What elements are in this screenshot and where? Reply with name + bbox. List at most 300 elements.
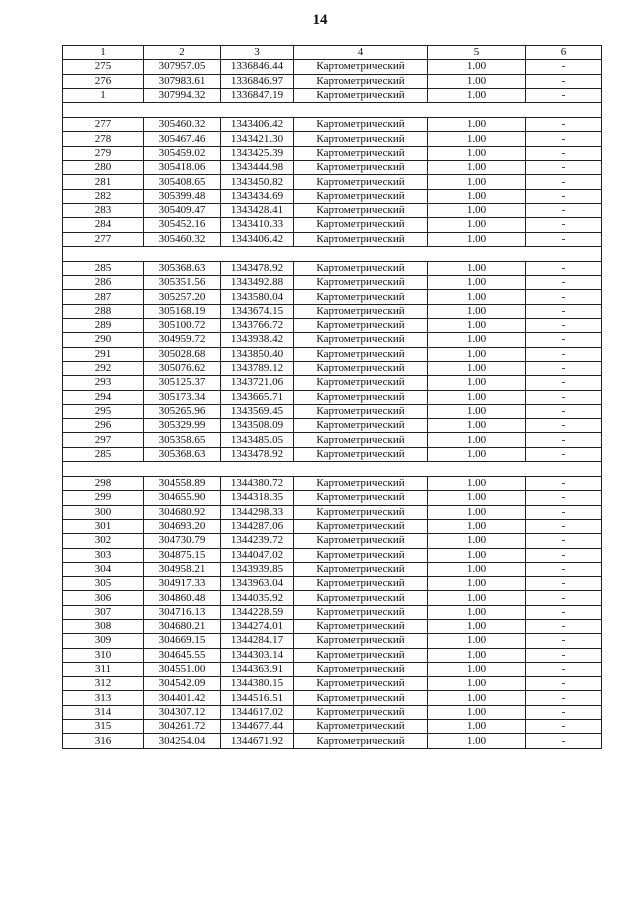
- point-number-cell: 303: [63, 548, 144, 562]
- point-number-cell: 285: [63, 261, 144, 275]
- accuracy-cell: 1.00: [428, 720, 526, 734]
- table-row: [63, 734, 602, 748]
- table-row: [63, 605, 602, 619]
- table-row: [63, 634, 602, 648]
- note-cell: -: [526, 161, 602, 175]
- method-cell: Картометрический: [294, 477, 428, 491]
- accuracy-cell: 1.00: [428, 361, 526, 375]
- note-cell: -: [526, 60, 602, 74]
- y-coordinate-cell: 1343478.92: [221, 261, 294, 275]
- point-number-cell: 276: [63, 74, 144, 88]
- x-coordinate-cell: 305467.46: [144, 132, 221, 146]
- table-row: [63, 218, 602, 232]
- accuracy-cell: 1.00: [428, 319, 526, 333]
- method-cell: Картометрический: [294, 88, 428, 102]
- x-coordinate-cell: 305329.99: [144, 419, 221, 433]
- point-number-cell: 315: [63, 720, 144, 734]
- table-row: [63, 60, 602, 74]
- method-cell: Картометрический: [294, 376, 428, 390]
- method-cell: Картометрический: [294, 218, 428, 232]
- note-cell: -: [526, 691, 602, 705]
- method-cell: Картометрический: [294, 605, 428, 619]
- table-row: [63, 548, 602, 562]
- header-cell-col5: 5: [428, 46, 526, 60]
- note-cell: -: [526, 118, 602, 132]
- accuracy-cell: 1.00: [428, 88, 526, 102]
- method-cell: Картометрический: [294, 161, 428, 175]
- x-coordinate-cell: 305418.06: [144, 161, 221, 175]
- note-cell: -: [526, 662, 602, 676]
- accuracy-cell: 1.00: [428, 376, 526, 390]
- method-cell: Картометрический: [294, 662, 428, 676]
- table-body: [63, 60, 602, 748]
- point-number-cell: 291: [63, 347, 144, 361]
- note-cell: -: [526, 619, 602, 633]
- point-number-cell: 277: [63, 232, 144, 246]
- note-cell: -: [526, 477, 602, 491]
- note-cell: -: [526, 591, 602, 605]
- table-row: [63, 691, 602, 705]
- table-spacer-row: [63, 246, 602, 261]
- y-coordinate-cell: 1343721.06: [221, 376, 294, 390]
- x-coordinate-cell: 304669.15: [144, 634, 221, 648]
- y-coordinate-cell: 1343580.04: [221, 290, 294, 304]
- note-cell: -: [526, 276, 602, 290]
- spacer-cell: [63, 462, 602, 477]
- table-header: [63, 46, 602, 60]
- point-number-cell: 307: [63, 605, 144, 619]
- y-coordinate-cell: 1343450.82: [221, 175, 294, 189]
- x-coordinate-cell: 304958.21: [144, 562, 221, 576]
- note-cell: -: [526, 491, 602, 505]
- accuracy-cell: 1.00: [428, 477, 526, 491]
- table-row: [63, 505, 602, 519]
- note-cell: -: [526, 548, 602, 562]
- method-cell: Картометрический: [294, 118, 428, 132]
- table-spacer-row: [63, 462, 602, 477]
- method-cell: Картометрический: [294, 390, 428, 404]
- accuracy-cell: 1.00: [428, 662, 526, 676]
- x-coordinate-cell: 304558.89: [144, 477, 221, 491]
- note-cell: -: [526, 447, 602, 461]
- page-number: 14: [312, 12, 328, 28]
- method-cell: Картометрический: [294, 691, 428, 705]
- method-cell: Картометрический: [294, 720, 428, 734]
- point-number-cell: 298: [63, 477, 144, 491]
- accuracy-cell: 1.00: [428, 505, 526, 519]
- table-row: [63, 74, 602, 88]
- y-coordinate-cell: 1343428.41: [221, 203, 294, 217]
- table-row: [63, 88, 602, 102]
- x-coordinate-cell: 305257.20: [144, 290, 221, 304]
- x-coordinate-cell: 304716.13: [144, 605, 221, 619]
- method-cell: Картометрический: [294, 146, 428, 160]
- accuracy-cell: 1.00: [428, 677, 526, 691]
- note-cell: -: [526, 74, 602, 88]
- y-coordinate-cell: 1344617.02: [221, 705, 294, 719]
- x-coordinate-cell: 305125.37: [144, 376, 221, 390]
- accuracy-cell: 1.00: [428, 276, 526, 290]
- note-cell: -: [526, 304, 602, 318]
- coordinates-table: [62, 45, 602, 749]
- header-cell-col3: 3: [221, 46, 294, 60]
- table-row: [63, 261, 602, 275]
- method-cell: Картометрический: [294, 619, 428, 633]
- point-number-cell: 306: [63, 591, 144, 605]
- note-cell: -: [526, 319, 602, 333]
- accuracy-cell: 1.00: [428, 562, 526, 576]
- accuracy-cell: 1.00: [428, 189, 526, 203]
- x-coordinate-cell: 305368.63: [144, 261, 221, 275]
- point-number-cell: 301: [63, 519, 144, 533]
- note-cell: -: [526, 519, 602, 533]
- x-coordinate-cell: 305460.32: [144, 118, 221, 132]
- note-cell: -: [526, 347, 602, 361]
- table-row: [63, 146, 602, 160]
- y-coordinate-cell: 1343766.72: [221, 319, 294, 333]
- note-cell: -: [526, 734, 602, 748]
- accuracy-cell: 1.00: [428, 433, 526, 447]
- point-number-cell: 314: [63, 705, 144, 719]
- method-cell: Картометрический: [294, 491, 428, 505]
- point-number-cell: 282: [63, 189, 144, 203]
- method-cell: Картометрический: [294, 189, 428, 203]
- y-coordinate-cell: 1344287.06: [221, 519, 294, 533]
- table-row: [63, 534, 602, 548]
- accuracy-cell: 1.00: [428, 548, 526, 562]
- method-cell: Картометрический: [294, 562, 428, 576]
- table-row: [63, 232, 602, 246]
- accuracy-cell: 1.00: [428, 60, 526, 74]
- spacer-cell: [63, 103, 602, 118]
- point-number-cell: 297: [63, 433, 144, 447]
- table-row: [63, 132, 602, 146]
- y-coordinate-cell: 1343421.30: [221, 132, 294, 146]
- x-coordinate-cell: 304542.09: [144, 677, 221, 691]
- accuracy-cell: 1.00: [428, 161, 526, 175]
- method-cell: Картометрический: [294, 203, 428, 217]
- point-number-cell: 311: [63, 662, 144, 676]
- point-number-cell: 281: [63, 175, 144, 189]
- method-cell: Картометрический: [294, 333, 428, 347]
- y-coordinate-cell: 1343410.33: [221, 218, 294, 232]
- table-row: [63, 118, 602, 132]
- point-number-cell: 275: [63, 60, 144, 74]
- point-number-cell: 300: [63, 505, 144, 519]
- note-cell: -: [526, 203, 602, 217]
- note-cell: -: [526, 648, 602, 662]
- note-cell: -: [526, 505, 602, 519]
- point-number-cell: 309: [63, 634, 144, 648]
- accuracy-cell: 1.00: [428, 734, 526, 748]
- y-coordinate-cell: 1343789.12: [221, 361, 294, 375]
- note-cell: -: [526, 562, 602, 576]
- method-cell: Картометрический: [294, 304, 428, 318]
- y-coordinate-cell: 1344284.17: [221, 634, 294, 648]
- y-coordinate-cell: 1343434.69: [221, 189, 294, 203]
- point-number-cell: 292: [63, 361, 144, 375]
- method-cell: Картометрический: [294, 447, 428, 461]
- header-cell-col2: 2: [144, 46, 221, 60]
- spacer-cell: [63, 246, 602, 261]
- note-cell: -: [526, 333, 602, 347]
- note-cell: -: [526, 218, 602, 232]
- y-coordinate-cell: 1343508.09: [221, 419, 294, 433]
- x-coordinate-cell: 304860.48: [144, 591, 221, 605]
- note-cell: -: [526, 705, 602, 719]
- method-cell: Картометрический: [294, 591, 428, 605]
- x-coordinate-cell: 305358.65: [144, 433, 221, 447]
- note-cell: -: [526, 419, 602, 433]
- x-coordinate-cell: 305460.32: [144, 232, 221, 246]
- x-coordinate-cell: 305399.48: [144, 189, 221, 203]
- y-coordinate-cell: 1343963.04: [221, 577, 294, 591]
- point-number-cell: 316: [63, 734, 144, 748]
- table-row: [63, 175, 602, 189]
- table-row: [63, 491, 602, 505]
- y-coordinate-cell: 1343938.42: [221, 333, 294, 347]
- note-cell: -: [526, 261, 602, 275]
- point-number-cell: 280: [63, 161, 144, 175]
- note-cell: -: [526, 189, 602, 203]
- point-number-cell: 313: [63, 691, 144, 705]
- x-coordinate-cell: 307983.61: [144, 74, 221, 88]
- accuracy-cell: 1.00: [428, 534, 526, 548]
- x-coordinate-cell: 305351.56: [144, 276, 221, 290]
- accuracy-cell: 1.00: [428, 175, 526, 189]
- note-cell: -: [526, 605, 602, 619]
- x-coordinate-cell: 305028.68: [144, 347, 221, 361]
- table-row: [63, 447, 602, 461]
- note-cell: -: [526, 175, 602, 189]
- table-row: [63, 720, 602, 734]
- x-coordinate-cell: 304551.00: [144, 662, 221, 676]
- accuracy-cell: 1.00: [428, 404, 526, 418]
- y-coordinate-cell: 1343674.15: [221, 304, 294, 318]
- method-cell: Картометрический: [294, 534, 428, 548]
- table-row: [63, 161, 602, 175]
- accuracy-cell: 1.00: [428, 491, 526, 505]
- note-cell: -: [526, 577, 602, 591]
- accuracy-cell: 1.00: [428, 619, 526, 633]
- x-coordinate-cell: 305100.72: [144, 319, 221, 333]
- y-coordinate-cell: 1336847.19: [221, 88, 294, 102]
- table-row: [63, 189, 602, 203]
- accuracy-cell: 1.00: [428, 146, 526, 160]
- x-coordinate-cell: 304680.21: [144, 619, 221, 633]
- method-cell: Картометрический: [294, 60, 428, 74]
- point-number-cell: 299: [63, 491, 144, 505]
- y-coordinate-cell: 1343406.42: [221, 118, 294, 132]
- table-row: [63, 619, 602, 633]
- point-number-cell: 293: [63, 376, 144, 390]
- accuracy-cell: 1.00: [428, 347, 526, 361]
- method-cell: Картометрический: [294, 290, 428, 304]
- accuracy-cell: 1.00: [428, 447, 526, 461]
- accuracy-cell: 1.00: [428, 577, 526, 591]
- x-coordinate-cell: 304307.12: [144, 705, 221, 719]
- x-coordinate-cell: 305173.34: [144, 390, 221, 404]
- note-cell: -: [526, 634, 602, 648]
- y-coordinate-cell: 1344298.33: [221, 505, 294, 519]
- x-coordinate-cell: 305076.62: [144, 361, 221, 375]
- x-coordinate-cell: 305368.63: [144, 447, 221, 461]
- method-cell: Картометрический: [294, 505, 428, 519]
- accuracy-cell: 1.00: [428, 218, 526, 232]
- method-cell: Картометрический: [294, 648, 428, 662]
- note-cell: -: [526, 132, 602, 146]
- accuracy-cell: 1.00: [428, 333, 526, 347]
- y-coordinate-cell: 1343939.85: [221, 562, 294, 576]
- point-number-cell: 295: [63, 404, 144, 418]
- point-number-cell: 286: [63, 276, 144, 290]
- accuracy-cell: 1.00: [428, 203, 526, 217]
- x-coordinate-cell: 304645.55: [144, 648, 221, 662]
- x-coordinate-cell: 304959.72: [144, 333, 221, 347]
- table-row: [63, 304, 602, 318]
- accuracy-cell: 1.00: [428, 419, 526, 433]
- accuracy-cell: 1.00: [428, 390, 526, 404]
- x-coordinate-cell: 304261.72: [144, 720, 221, 734]
- table-row: [63, 705, 602, 719]
- point-number-cell: 289: [63, 319, 144, 333]
- method-cell: Картометрический: [294, 677, 428, 691]
- table-row: [63, 319, 602, 333]
- x-coordinate-cell: 307994.32: [144, 88, 221, 102]
- point-number-cell: 302: [63, 534, 144, 548]
- point-number-cell: 278: [63, 132, 144, 146]
- x-coordinate-cell: 305265.96: [144, 404, 221, 418]
- accuracy-cell: 1.00: [428, 605, 526, 619]
- y-coordinate-cell: 1344274.01: [221, 619, 294, 633]
- accuracy-cell: 1.00: [428, 705, 526, 719]
- y-coordinate-cell: 1344318.35: [221, 491, 294, 505]
- method-cell: Картометрический: [294, 276, 428, 290]
- table-row: [63, 390, 602, 404]
- table-row: [63, 347, 602, 361]
- method-cell: Картометрический: [294, 319, 428, 333]
- table-row: [63, 361, 602, 375]
- x-coordinate-cell: 304875.15: [144, 548, 221, 562]
- table-spacer-row: [63, 103, 602, 118]
- note-cell: -: [526, 88, 602, 102]
- note-cell: -: [526, 677, 602, 691]
- x-coordinate-cell: 305452.16: [144, 218, 221, 232]
- accuracy-cell: 1.00: [428, 634, 526, 648]
- point-number-cell: 310: [63, 648, 144, 662]
- x-coordinate-cell: 304680.92: [144, 505, 221, 519]
- accuracy-cell: 1.00: [428, 691, 526, 705]
- y-coordinate-cell: 1343485.05: [221, 433, 294, 447]
- table-row: [63, 404, 602, 418]
- accuracy-cell: 1.00: [428, 648, 526, 662]
- header-cell-col4: 4: [294, 46, 428, 60]
- y-coordinate-cell: 1343425.39: [221, 146, 294, 160]
- y-coordinate-cell: 1343850.40: [221, 347, 294, 361]
- y-coordinate-cell: 1343569.45: [221, 404, 294, 418]
- method-cell: Картометрический: [294, 419, 428, 433]
- note-cell: -: [526, 376, 602, 390]
- x-coordinate-cell: 304655.90: [144, 491, 221, 505]
- x-coordinate-cell: 304917.33: [144, 577, 221, 591]
- point-number-cell: 294: [63, 390, 144, 404]
- accuracy-cell: 1.00: [428, 290, 526, 304]
- y-coordinate-cell: 1344677.44: [221, 720, 294, 734]
- y-coordinate-cell: 1344380.72: [221, 477, 294, 491]
- y-coordinate-cell: 1344047.02: [221, 548, 294, 562]
- accuracy-cell: 1.00: [428, 118, 526, 132]
- table-row: [63, 376, 602, 390]
- x-coordinate-cell: 305408.65: [144, 175, 221, 189]
- header-cell-col6: 6: [526, 46, 602, 60]
- point-number-cell: 279: [63, 146, 144, 160]
- method-cell: Картометрический: [294, 734, 428, 748]
- y-coordinate-cell: 1344035.92: [221, 591, 294, 605]
- note-cell: -: [526, 720, 602, 734]
- note-cell: -: [526, 404, 602, 418]
- table-row: [63, 276, 602, 290]
- point-number-cell: 308: [63, 619, 144, 633]
- accuracy-cell: 1.00: [428, 519, 526, 533]
- point-number-cell: 283: [63, 203, 144, 217]
- note-cell: -: [526, 232, 602, 246]
- x-coordinate-cell: 304730.79: [144, 534, 221, 548]
- method-cell: Картометрический: [294, 705, 428, 719]
- point-number-cell: 305: [63, 577, 144, 591]
- note-cell: -: [526, 290, 602, 304]
- table-row: [63, 477, 602, 491]
- point-number-cell: 288: [63, 304, 144, 318]
- point-number-cell: 277: [63, 118, 144, 132]
- table-row: [63, 519, 602, 533]
- point-number-cell: 296: [63, 419, 144, 433]
- point-number-cell: 287: [63, 290, 144, 304]
- accuracy-cell: 1.00: [428, 261, 526, 275]
- method-cell: Картометрический: [294, 132, 428, 146]
- point-number-cell: 1: [63, 88, 144, 102]
- note-cell: -: [526, 433, 602, 447]
- point-number-cell: 312: [63, 677, 144, 691]
- note-cell: -: [526, 361, 602, 375]
- y-coordinate-cell: 1344363.91: [221, 662, 294, 676]
- table-row: [63, 662, 602, 676]
- y-coordinate-cell: 1336846.97: [221, 74, 294, 88]
- table-row: [63, 648, 602, 662]
- y-coordinate-cell: 1343478.92: [221, 447, 294, 461]
- table-row: [63, 562, 602, 576]
- method-cell: Картометрический: [294, 361, 428, 375]
- y-coordinate-cell: 1343406.42: [221, 232, 294, 246]
- table-row: [63, 419, 602, 433]
- y-coordinate-cell: 1336846.44: [221, 60, 294, 74]
- point-number-cell: 284: [63, 218, 144, 232]
- y-coordinate-cell: 1344239.72: [221, 534, 294, 548]
- accuracy-cell: 1.00: [428, 591, 526, 605]
- y-coordinate-cell: 1344303.14: [221, 648, 294, 662]
- table-row: [63, 677, 602, 691]
- method-cell: Картометрический: [294, 74, 428, 88]
- method-cell: Картометрический: [294, 175, 428, 189]
- point-number-cell: 290: [63, 333, 144, 347]
- method-cell: Картометрический: [294, 347, 428, 361]
- table-row: [63, 290, 602, 304]
- accuracy-cell: 1.00: [428, 232, 526, 246]
- y-coordinate-cell: 1344671.92: [221, 734, 294, 748]
- y-coordinate-cell: 1344380.15: [221, 677, 294, 691]
- x-coordinate-cell: 305168.19: [144, 304, 221, 318]
- method-cell: Картометрический: [294, 404, 428, 418]
- header-row: [63, 46, 602, 60]
